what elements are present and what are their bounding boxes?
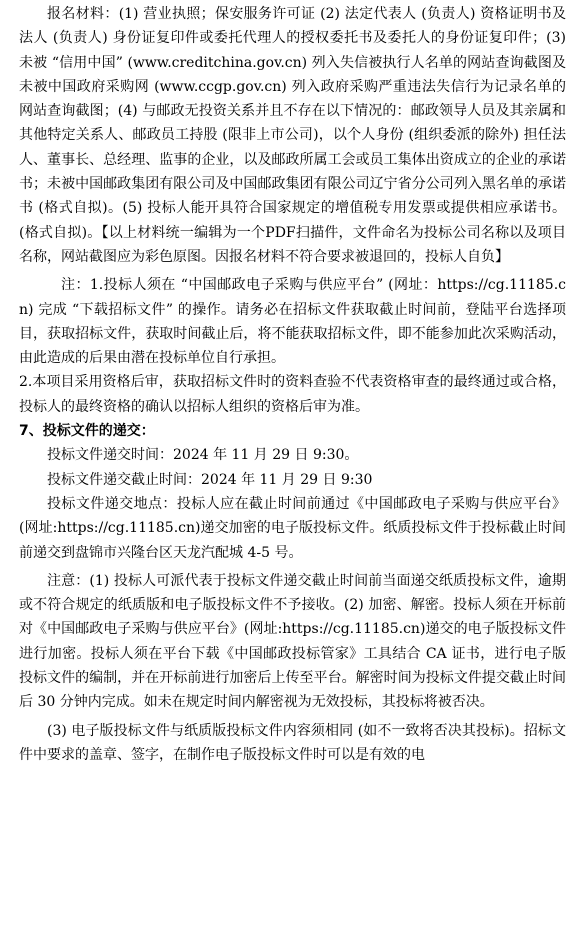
submit-time: 投标文件递交时间：2024 年 11 月 29 日 9:30。 [47, 447, 359, 464]
consistency-paragraph: (3) 电子版投标文件与纸质版投标文件内容须相同 (如不一致将否决其投标)。招标文件中要求的盖章、签字，在制作电子版投标文件时可以是有效的电 [19, 722, 566, 763]
qualification-paragraph: 2.本项目采用资格后审，获取招标文件时的资料查验不代表资格审查的最终通过或合格，投标人的最终资格的确认以招标人组织的资格后审为准。 [19, 374, 566, 415]
section-heading: 7、投标文件的递交： [19, 423, 155, 440]
submit-location: 投标文件递交地点：投标人应在截止时间前通过《中国邮政电子采购与供应平台》(网址:https://cg.11185.cn)递交加密的电子版投标文件。纸质投标文件于投标截止时间前递交到盘锦市兴隆台区天龙汽配城 4-5 号。 [19, 495, 566, 561]
materials-paragraph: 报名材料：(1) 营业执照；保安服务许可证 (2) 法定代表人 (负责人) 资格证明书及法人 (负责人) 身份证复印件或委托代理人的授权委托书及委托人的身份证复印件；(3) 未被 “信用中国” (www.creditchina.gov.cn) 列入失信被执行人名单的网站查询截图及未被中国政府采购网 (www.ccgp.gov.cn) 列入政府采购严重违法失信行为记录名单的网站查询截图；(4) 与邮政无投资关系并且不存在以下情况的：邮政领导人员及其亲属和其他特定关系人、邮政员工持股 (限非上市公司)，以个人身份 (组织委派的除外) 担任法人、董事长、总经理、监事的企业，以及邮政所属工会或员工集体出资成立的企业的承诺书；未被中国邮政集团有限公司及中国邮政集团有限公司辽宁省分公司列入黑名单的承诺书 (格式自拟)。(5) 投标人能开具符合国家规定的增值税专用发票或提供相应承诺书。(格式自拟)。【以上材料统一编辑为一个PDF扫描件，文件命名为投标公司名称以及项目名称，网站截图应为彩色原图。因报名材料不符合要求被退回的，投标人自负】 [19, 6, 566, 265]
attention-paragraph: 注意：(1) 投标人可派代表于投标文件递交截止时间前当面递交纸质投标文件，逾期或不符合规定的纸质版和电子版投标文件不予接收。(2) 加密、解密。投标人须在开标前对《中国邮政电子采购与供应平台》(网址:https://cg.11185.cn)递交的电子版投标文件进行加密。投标人须在平台下载《中国邮政投标管家》工具结合 CA 证书，进行电子版投标文件的编制，并在开标前进行加密后上传至平台。解密时间为投标文件提交截止时间后 30 分钟内完成。如未在规定时间内解密视为无效投标，其投标将被否决。 [19, 572, 566, 711]
note-paragraph: 注：1.投标人须在 “中国邮政电子采购与供应平台” (网址：https://cg.11185.cn) 完成 “下载招标文件” 的操作。请务必在招标文件获取截止时间前，登陆平台选择项目，获取招标文件，获取时间截止后，将不能获取招标文件，即不能参加此次采购活动，由此造成的后果由潜在投标单位自行承担。 [19, 277, 566, 367]
submit-deadline: 投标文件递交截止时间：2024 年 11 月 29 日 9:30 [47, 471, 373, 488]
